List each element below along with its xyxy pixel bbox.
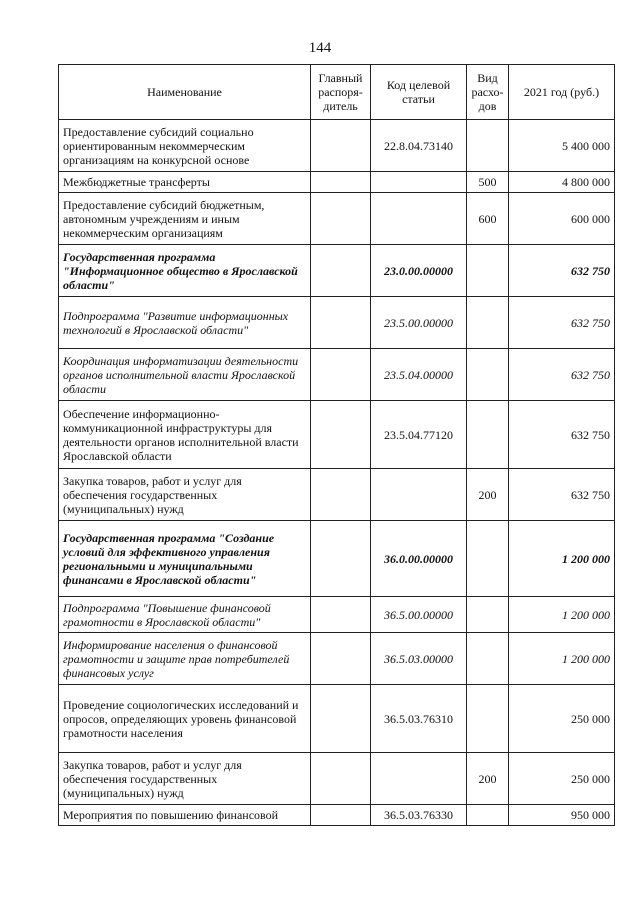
row-type-cell bbox=[467, 349, 509, 401]
row-amount-cell: 1 200 000 bbox=[509, 521, 615, 597]
table-row bbox=[59, 597, 615, 633]
table-row bbox=[59, 753, 615, 805]
row-admin-cell bbox=[311, 401, 371, 469]
row-code-cell: 36.5.03.76330 bbox=[371, 805, 467, 826]
row-type-cell bbox=[467, 521, 509, 597]
row-admin-cell bbox=[311, 349, 371, 401]
header-code: Код целевой статьи bbox=[371, 65, 467, 120]
row-name-cell: Подпрограмма "Повышение финансовой грамотности в Ярославской области" bbox=[59, 597, 311, 633]
row-admin-cell bbox=[311, 193, 371, 245]
row-name-cell: Государственная программа "Создание условий для эффективного управления региональными и муниципальными финансами в Ярославской области" bbox=[59, 521, 311, 597]
table-body bbox=[59, 120, 615, 826]
header-name: Наименование bbox=[59, 65, 311, 120]
row-code-cell: 22.8.04.73140 bbox=[371, 120, 467, 172]
row-code-cell: 23.5.04.00000 bbox=[371, 349, 467, 401]
row-amount-cell: 5 400 000 bbox=[509, 120, 615, 172]
row-type-cell: 200 bbox=[467, 469, 509, 521]
budget-table bbox=[58, 64, 615, 826]
row-admin-cell bbox=[311, 297, 371, 349]
row-admin-cell bbox=[311, 805, 371, 826]
table-row bbox=[59, 521, 615, 597]
row-type-cell bbox=[467, 120, 509, 172]
row-admin-cell bbox=[311, 521, 371, 597]
table-row bbox=[59, 172, 615, 193]
row-admin-cell bbox=[311, 245, 371, 297]
row-name-cell: Предоставление субсидий социально ориентированным некоммерческим организациям на конкурсной основе bbox=[59, 120, 311, 172]
table-row bbox=[59, 120, 615, 172]
row-type-cell bbox=[467, 245, 509, 297]
row-admin-cell bbox=[311, 685, 371, 753]
row-amount-cell: 950 000 bbox=[509, 805, 615, 826]
row-name-cell: Закупка товаров, работ и услуг для обеспечения государственных (муниципальных) нужд bbox=[59, 753, 311, 805]
row-code-cell: 36.0.00.00000 bbox=[371, 521, 467, 597]
row-name-cell: Обеспечение информационно-коммуникационной инфраструктуры для деятельности органов исполнительной власти Ярославской области bbox=[59, 401, 311, 469]
row-amount-cell: 632 750 bbox=[509, 401, 615, 469]
table-row bbox=[59, 193, 615, 245]
row-type-cell bbox=[467, 401, 509, 469]
row-admin-cell bbox=[311, 469, 371, 521]
row-type-cell: 600 bbox=[467, 193, 509, 245]
row-name-cell: Подпрограмма "Развитие информационных технологий в Ярославской области" bbox=[59, 297, 311, 349]
row-code-cell: 23.5.04.77120 bbox=[371, 401, 467, 469]
row-amount-cell: 250 000 bbox=[509, 685, 615, 753]
row-type-cell bbox=[467, 597, 509, 633]
row-code-cell: 36.5.00.00000 bbox=[371, 597, 467, 633]
row-amount-cell: 1 200 000 bbox=[509, 633, 615, 685]
row-type-cell: 500 bbox=[467, 172, 509, 193]
table-row bbox=[59, 633, 615, 685]
table-header-row bbox=[59, 65, 615, 120]
row-code-cell bbox=[371, 193, 467, 245]
row-name-cell: Проведение социологических исследований и опросов, определяющих уровень финансовой грамотности населения bbox=[59, 685, 311, 753]
row-amount-cell: 600 000 bbox=[509, 193, 615, 245]
row-admin-cell bbox=[311, 633, 371, 685]
row-type-cell bbox=[467, 297, 509, 349]
page-number: 144 bbox=[308, 40, 332, 56]
row-name-cell: Мероприятия по повышению финансовой bbox=[59, 805, 311, 826]
row-name-cell: Предоставление субсидий бюджетным, автономным учреждениям и иным некоммерческим организациям bbox=[59, 193, 311, 245]
table-row bbox=[59, 805, 615, 826]
row-type-cell bbox=[467, 633, 509, 685]
header-amount: 2021 год (руб.) bbox=[509, 65, 615, 120]
row-name-cell: Межбюджетные трансферты bbox=[59, 172, 311, 193]
row-amount-cell: 632 750 bbox=[509, 297, 615, 349]
row-amount-cell: 250 000 bbox=[509, 753, 615, 805]
header-admin: Главный распоря-дитель bbox=[311, 65, 371, 120]
header-type: Вид расхо-дов bbox=[467, 65, 509, 120]
row-amount-cell: 4 800 000 bbox=[509, 172, 615, 193]
row-amount-cell: 632 750 bbox=[509, 349, 615, 401]
table-row bbox=[59, 685, 615, 753]
row-name-cell: Государственная программа "Информационное общество в Ярославской области" bbox=[59, 245, 311, 297]
table-row bbox=[59, 469, 615, 521]
row-code-cell: 36.5.03.00000 bbox=[371, 633, 467, 685]
table-row bbox=[59, 401, 615, 469]
row-code-cell bbox=[371, 753, 467, 805]
row-type-cell: 200 bbox=[467, 753, 509, 805]
row-admin-cell bbox=[311, 120, 371, 172]
table-row bbox=[59, 245, 615, 297]
row-code-cell bbox=[371, 469, 467, 521]
row-type-cell bbox=[467, 805, 509, 826]
row-amount-cell: 632 750 bbox=[509, 469, 615, 521]
row-admin-cell bbox=[311, 753, 371, 805]
row-name-cell: Информирование населения о финансовой грамотности и защите прав потребителей финансовых услуг bbox=[59, 633, 311, 685]
row-admin-cell bbox=[311, 172, 371, 193]
row-amount-cell: 1 200 000 bbox=[509, 597, 615, 633]
row-code-cell: 36.5.03.76310 bbox=[371, 685, 467, 753]
row-name-cell: Закупка товаров, работ и услуг для обеспечения государственных (муниципальных) нужд bbox=[59, 469, 311, 521]
row-code-cell bbox=[371, 172, 467, 193]
row-code-cell: 23.0.00.00000 bbox=[371, 245, 467, 297]
table-row bbox=[59, 297, 615, 349]
row-name-cell: Координация информатизации деятельности органов исполнительной власти Ярославской области bbox=[59, 349, 311, 401]
row-amount-cell: 632 750 bbox=[509, 245, 615, 297]
row-type-cell bbox=[467, 685, 509, 753]
row-admin-cell bbox=[311, 597, 371, 633]
table-row bbox=[59, 349, 615, 401]
row-code-cell: 23.5.00.00000 bbox=[371, 297, 467, 349]
